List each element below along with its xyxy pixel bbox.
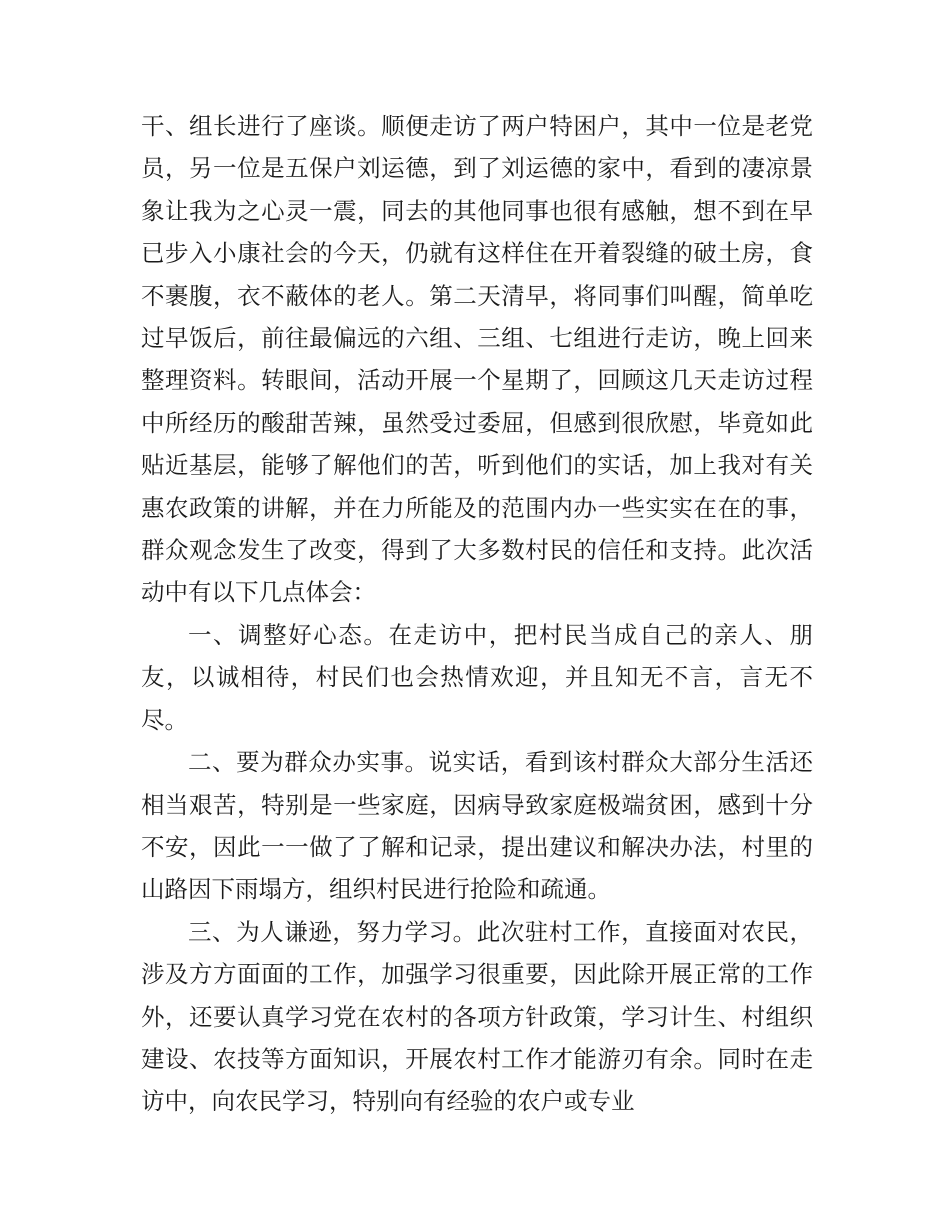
paragraph-point-one: 一、调整好心态。在走访中，把村民当成自己的亲人、朋友，以诚相待，村民们也会热情欢迎，并且知无不言，言无不尽。: [141, 620, 813, 734]
paragraph-continuation: 干、组长进行了座谈。顺便走访了两户特困户，其中一位是老党员，另一位是五保户刘运德，到了刘运德的家中，看到的凄凉景象让我为之心灵一震，同去的其他同事也很有感触，想不到在早已步入小康社会的今天，仍就有这样住在开着裂缝的破土房，食不裹腹，衣不蔽体的老人。第二天清早，将同事们叫醒，简单吃过早饭后，前往最偏远的六组、三组、七组进行走访，晚上回来整理资料。转眼间，活动开展一个星期了，回顾这几天走访过程中所经历的酸甜苦辣，虽然受过委屈，但感到很欣慰，毕竟如此贴近基层，能够了解他们的苦，听到他们的实话，加上我对有关惠农政策的讲解，并在力所能及的范围内办一些实实在在的事，群众观念发生了改变，得到了大多数村民的信任和支持。此次活动中有以下几点体会：: [141, 112, 813, 607]
document-body: [141, 105, 813, 1123]
paragraph-point-two: 二、要为群众办实事。说实话，看到该村群众大部分生活还相当艰苦，特别是一些家庭，因病导致家庭极端贫困，感到十分不安，因此一一做了了解和记录，提出建议和解决办法，村里的山路因下雨塌方，组织村民进行抢险和疏通。: [141, 748, 813, 904]
paragraph-point-three: 三、为人谦逊，努力学习。此次驻村工作，直接面对农民，涉及方方面面的工作，加强学习很重要，因此除开展正常的工作外，还要认真学习党在农村的各项方针政策，学习计生、村组织建设、农技等方面知识，开展农村工作才能游刃有余。同时在走访中，向农民学习，特别向有经验的农户或专业: [141, 917, 813, 1116]
